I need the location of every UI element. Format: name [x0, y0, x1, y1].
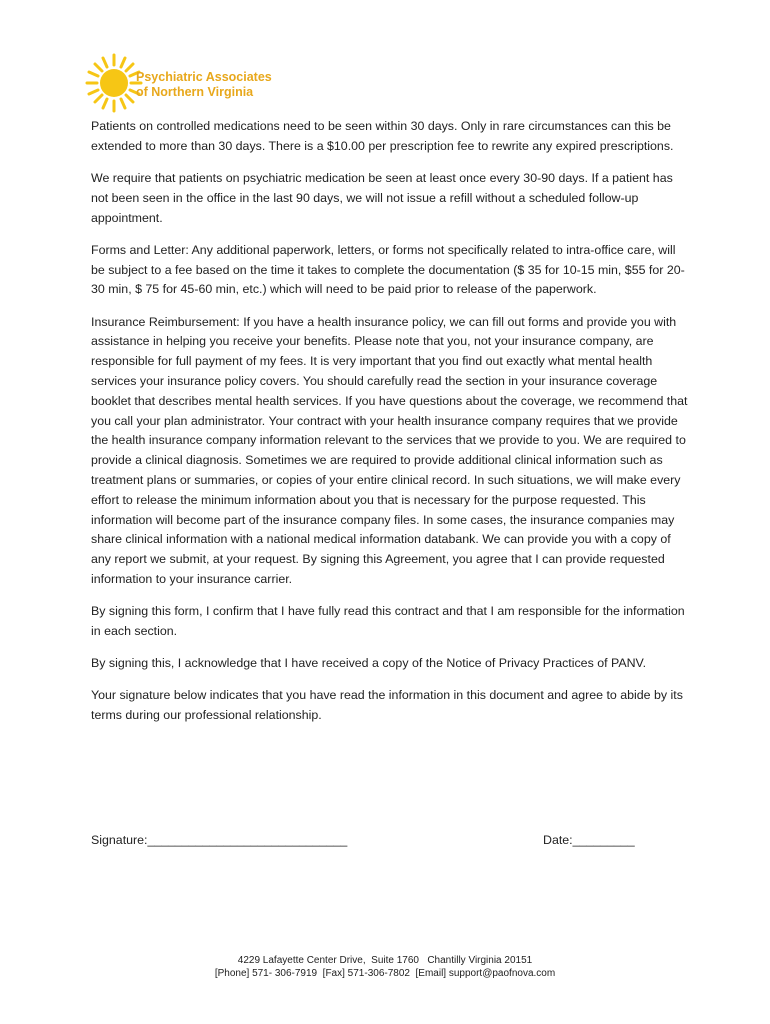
footer-address: 4229 Lafayette Center Drive, Suite 1760 Chantilly Virginia 20151 — [237, 955, 533, 966]
logo-line-1: Psychiatric Associates — [136, 70, 272, 84]
paragraph-controlled-medications: Patients on controlled medications need to be seen within 30 days. Only in rare circumstances can this be extended to more than 30 days. There is a $10.00 per prescription fee to rewrite any expired prescriptions. — [91, 119, 674, 153]
document-body — [91, 117, 691, 738]
paragraph-privacy-notice: By signing this, I acknowledge that I have received a copy of the Notice of Privacy Practices of PANV. — [91, 656, 647, 671]
logo-line-2: of Northern Virginia — [136, 85, 254, 99]
logo-text — [136, 70, 272, 100]
logo — [84, 52, 274, 114]
paragraph-psychiatric-medication: We require that patients on psychiatric medication be seen at least once every 30-90 days. If a patient has not been seen in the office in the last 90 days, we will not issue a refill without a scheduled follow-up appointment. — [91, 170, 673, 225]
paragraph-confirmation: By signing this form, I confirm that I have fully read this contract and that I am responsible for the information in each section. — [91, 604, 685, 638]
paragraph-forms-and-letter: Forms and Letter: Any additional paperwork, letters, or forms not specifically related to intra-office care, will be subject to a fee based on the time it takes to complete the documentation ($ 35 for 10-15 min, $55 for 20-30 min, $ 75 for 45-60 min, etc.) which will need to be paid prior to release of the paperwork. — [91, 242, 685, 297]
paragraph-insurance-reimbursement: Insurance Reimbursement: If you have a health insurance policy, we can fill out forms and provide you with assistance in helping you receive your benefits. Please note that you, not your insurance company, are responsible for full payment of my fees. It is very important that you find out exactly what mental health services your insurance policy covers. You should carefully read the section in your insurance coverage booklet that describes mental health services. If you have questions about the coverage, we recommend that you call your plan administrator. Your contract with your health insurance company requires that we provide the health insurance company information relevant to the services that we provide to you. We are required to provide a clinical diagnosis. Sometimes we are required to provide additional clinical information such as treatment plans or summaries, or copies of your entire clinical record. In such situations, we will make every effort to release the minimum information about you that is necessary for the purpose requested. This information will become part of the insurance company files. In some cases, the insurance companies may share clinical information with a national medical information databank. We can provide you with a copy of any report we submit, at your request. By signing this Agreement, you agree that I can provide requested information to your insurance carrier. — [91, 314, 688, 586]
footer-contact: [Phone] 571- 306-7919 [Fax] 571-306-7802 [Email] support@paofnova.com — [214, 968, 556, 979]
sun-icon — [84, 52, 144, 114]
paragraph-signature-agreement: Your signature below indicates that you have read the information in this document and agree to abide by its terms during our professional relationship. — [91, 688, 683, 723]
footer — [0, 954, 770, 980]
date-field[interactable]: Date:_________ — [543, 833, 635, 847]
signature-field[interactable]: Signature:_____________________________ — [91, 833, 348, 847]
